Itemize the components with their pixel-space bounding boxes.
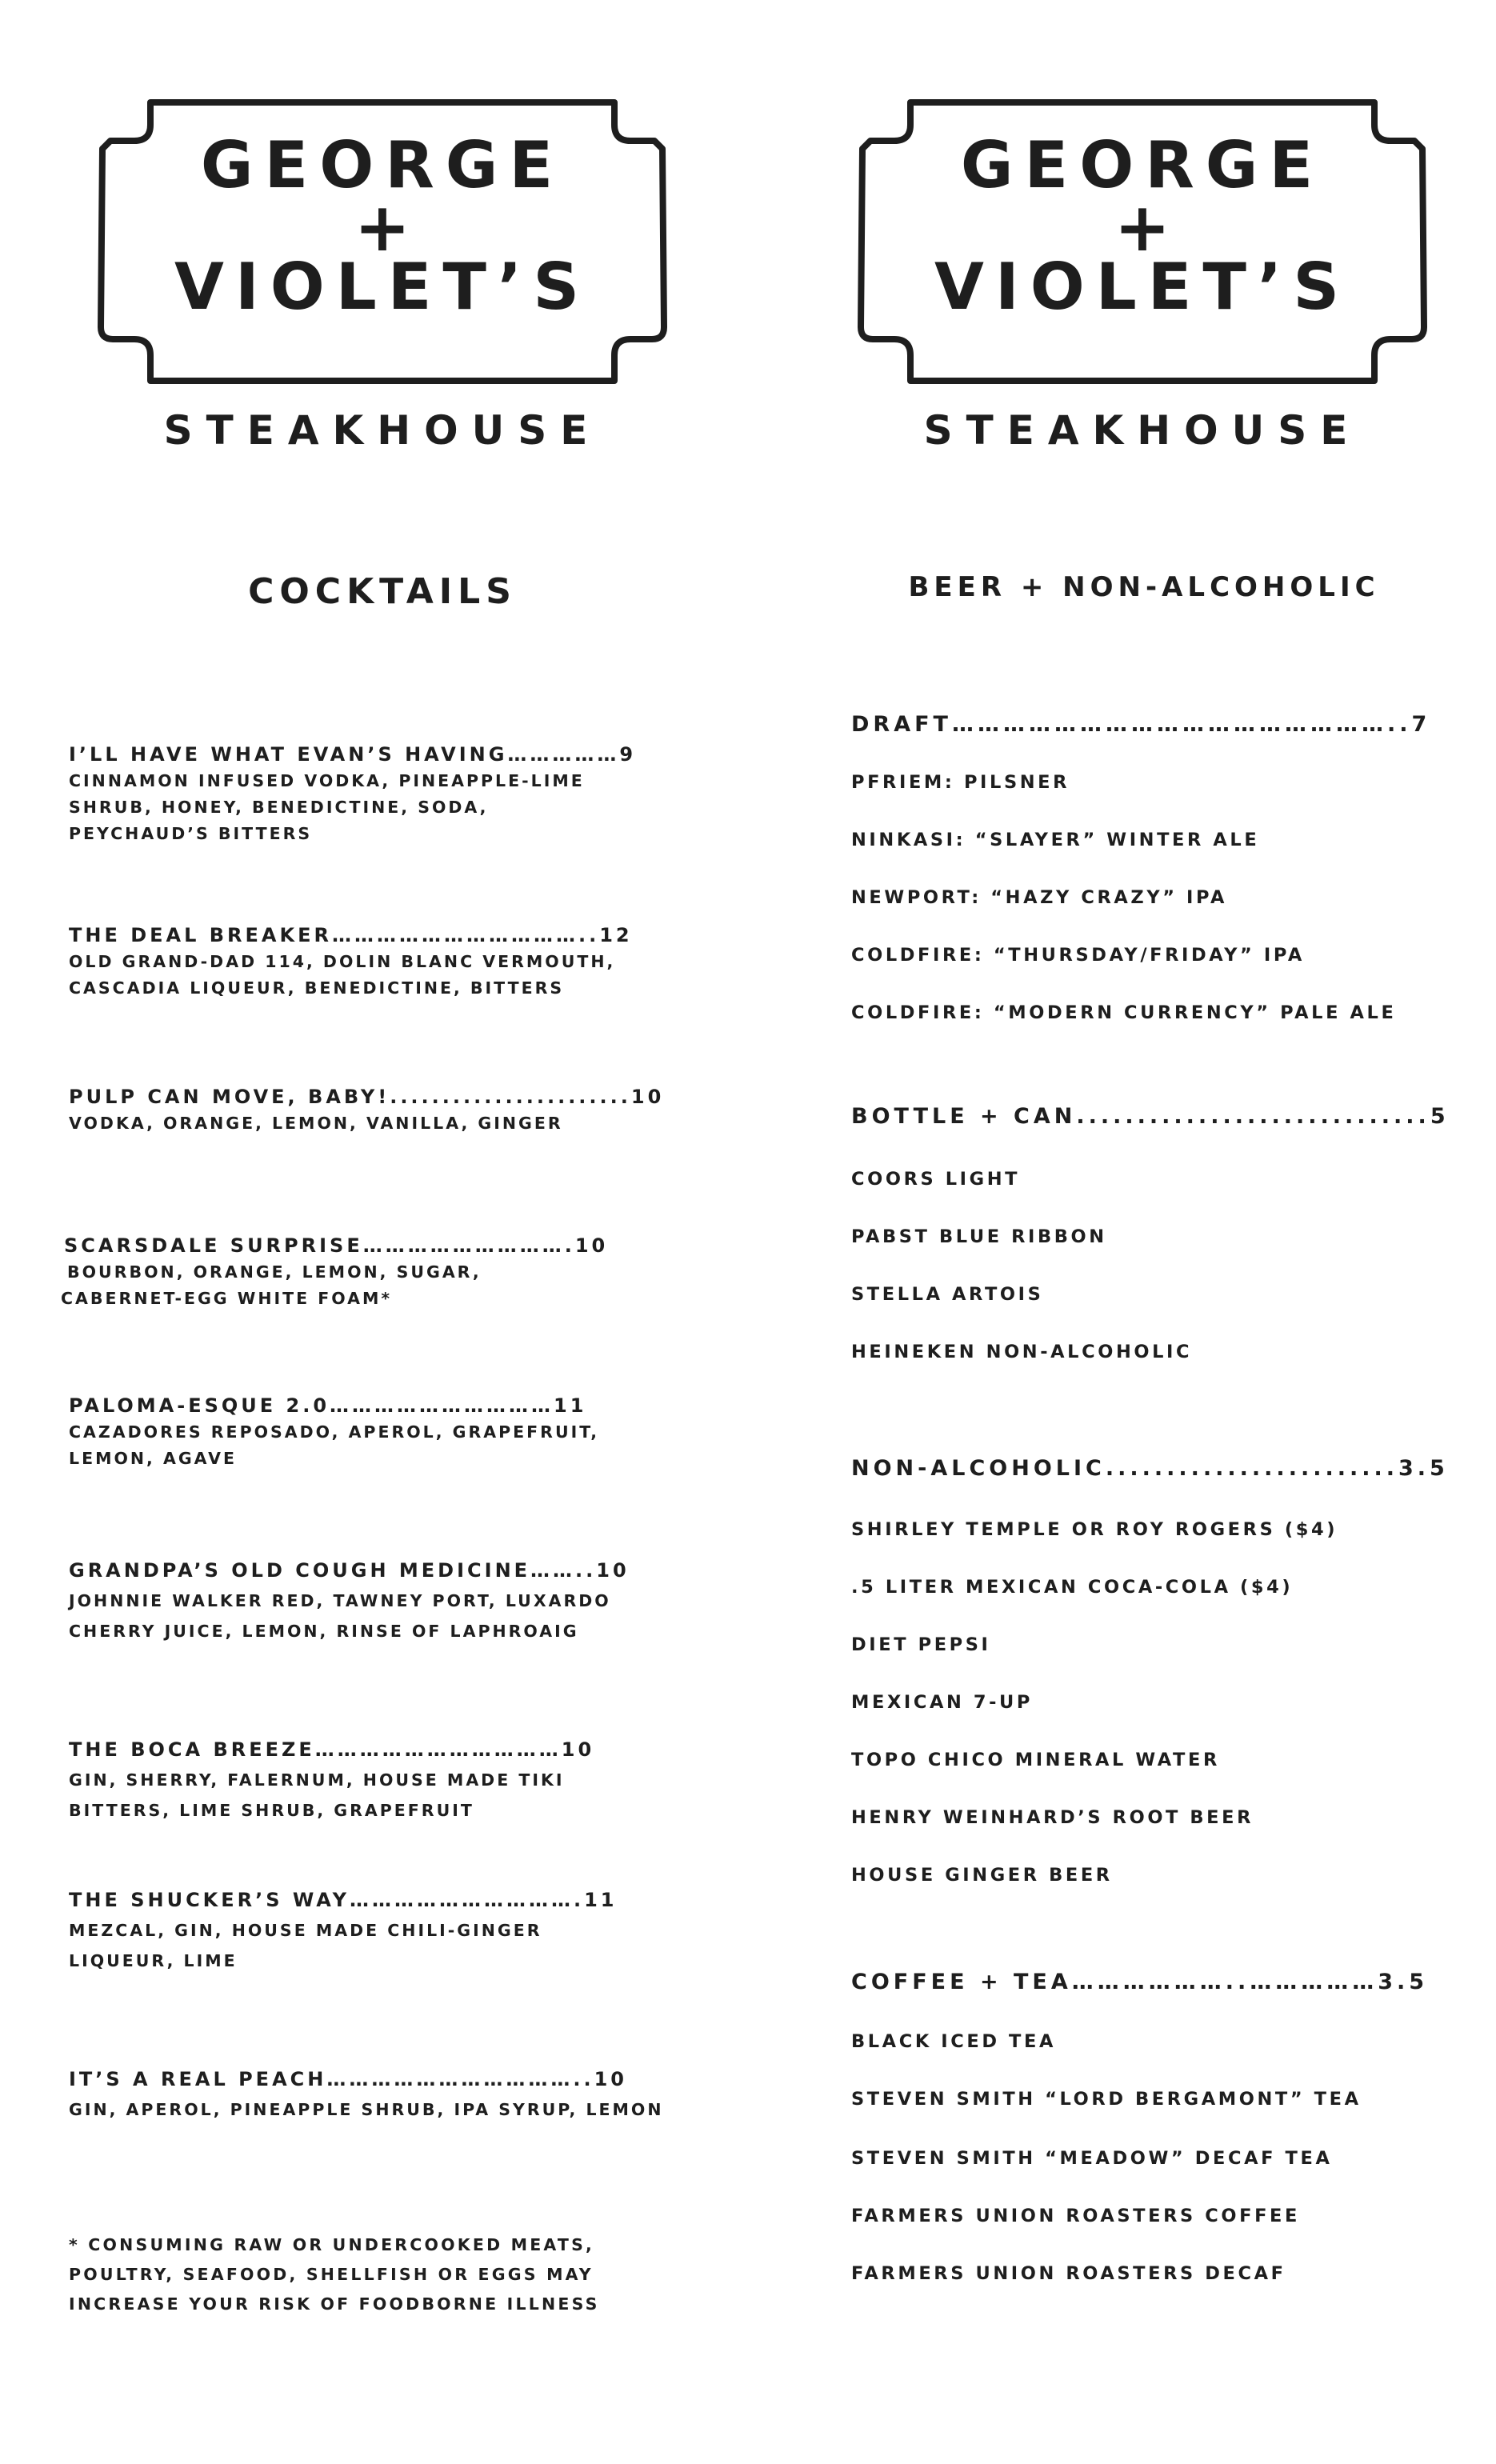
brand-line-3: VIOLET’S [934, 250, 1350, 324]
draft-header: DRAFT……………………………………………..7 [851, 712, 1431, 737]
cocktail-description: VODKA, ORANGE, LEMON, VANILLA, GINGER [69, 1114, 563, 1133]
cocktail-item [69, 1886, 677, 1976]
cocktail-name: SCARSDALE SURPRISE……………………….10 [64, 1234, 609, 1257]
menu-item: STEVEN SMITH “LORD BERGAMONT” TEA [851, 2089, 1362, 2110]
brand-plus: + [1114, 188, 1171, 266]
cocktail-item [69, 922, 677, 1002]
bottle-can-header: BOTTLE + CAN.............................5 [851, 1104, 1450, 1129]
cocktail-description: BOURBON, ORANGE, LEMON, SUGAR, CABERNET-EGG WHITE FOAM* [61, 1262, 482, 1308]
brand-subtitle-left: STEAKHOUSE [163, 407, 602, 454]
brand-plus: + [354, 188, 411, 266]
cocktail-item [69, 1392, 677, 1472]
beer-title: BEER + NON-ALCOHOLIC [908, 571, 1380, 603]
cocktail-description: OLD GRAND-DAD 114, DOLIN BLANC VERMOUTH, CASCADIA LIQUEUR, BENEDICTINE, BITTERS [69, 952, 616, 998]
cocktail-name: PALOMA-ESQUE 2.0…………………………11 [69, 1394, 587, 1417]
cocktail-description: JOHNNIE WALKER RED, TAWNEY PORT, LUXARDO CHERRY JUICE, LEMON, RINSE OF LAPHROAIG [69, 1591, 611, 1641]
menu-item: BLACK ICED TEA [851, 2031, 1056, 2052]
menu-item: STEVEN SMITH “MEADOW” DECAF TEA [851, 2148, 1333, 2169]
menu-item: NEWPORT: “HAZY CRAZY” IPA [851, 887, 1228, 908]
menu-item: SHIRLEY TEMPLE OR ROY ROGERS ($4) [851, 1519, 1338, 1540]
menu-item: COORS LIGHT [851, 1169, 1021, 1190]
cocktail-item [69, 741, 677, 847]
menu-item: COLDFIRE: “THURSDAY/FRIDAY” IPA [851, 945, 1305, 966]
brand-subtitle-right: STEAKHOUSE [923, 407, 1362, 454]
logo-left [94, 99, 670, 324]
cocktail-name: THE SHUCKER’S WAY………………………….11 [69, 1889, 618, 1911]
menu-item: FARMERS UNION ROASTERS DECAF [851, 2263, 1286, 2284]
menu-item: PABST BLUE RIBBON [851, 1226, 1107, 1247]
menu-item: TOPO CHICO MINERAL WATER [851, 1750, 1220, 1770]
menu-item: DIET PEPSI [851, 1634, 991, 1655]
cocktails-title: COCKTAILS [248, 571, 517, 612]
cocktail-item [69, 1557, 677, 1646]
menu-item: COLDFIRE: “MODERN CURRENCY” PALE ALE [851, 1002, 1397, 1023]
menu-item: HENRY WEINHARD’S ROOT BEER [851, 1807, 1254, 1828]
brand-line-1: GEORGE [200, 128, 565, 202]
menu-item: NINKASI: “SLAYER” WINTER ALE [851, 830, 1260, 850]
cocktail-name: I’LL HAVE WHAT EVAN’S HAVING……………9 [69, 743, 637, 766]
menu-item: MEXICAN 7-UP [851, 1692, 1034, 1713]
menu-item: .5 LITER MEXICAN COCA-COLA ($4) [851, 1577, 1294, 1598]
cocktail-description: CINNAMON INFUSED VODKA, PINEAPPLE-LIME SHRUB, HONEY, BENEDICTINE, SODA, PEYCHAUD’S BITTERS [69, 771, 585, 843]
cocktail-description: MEZCAL, GIN, HOUSE MADE CHILI-GINGER LIQUEUR, LIME [69, 1921, 542, 1970]
cocktail-name: PULP CAN MOVE, BABY!.......................10 [69, 1086, 665, 1108]
footnote: * CONSUMING RAW OR UNDERCOOKED MEATS, POULTRY, SEAFOOD, SHELLFISH OR EGGS MAY INCREASE YOUR RISK OF FOODBORNE ILLNESS [69, 2235, 600, 2314]
cocktail-item [69, 2066, 677, 2125]
cocktail-name: THE BOCA BREEZE……………………………10 [69, 1738, 595, 1761]
cocktail-description: GIN, APEROL, PINEAPPLE SHRUB, IPA SYRUP, LEMON [69, 2100, 664, 2119]
cocktail-item [69, 1736, 677, 1826]
cocktail-item [61, 1232, 672, 1312]
cocktail-name: IT’S A REAL PEACH……………………………..10 [69, 2068, 627, 2090]
cocktail-description: GIN, SHERRY, FALERNUM, HOUSE MADE TIKI BITTERS, LIME SHRUB, GRAPEFRUIT [69, 1770, 565, 1820]
cocktail-item [69, 1083, 677, 1137]
menu-item: HOUSE GINGER BEER [851, 1865, 1113, 1886]
menu-item: HEINEKEN NON-ALCOHOLIC [851, 1342, 1193, 1362]
menu-item: PFRIEM: PILSNER [851, 772, 1070, 793]
cocktail-name: THE DEAL BREAKER……………………………..12 [69, 924, 633, 946]
brand-line-3: VIOLET’S [174, 250, 590, 324]
menu-item: STELLA ARTOIS [851, 1284, 1044, 1305]
non-alcoholic-header: NON-ALCOHOLIC........................3.5 [851, 1456, 1449, 1481]
menu-item: FARMERS UNION ROASTERS COFFEE [851, 2206, 1300, 2226]
cocktail-name: GRANDPA’S OLD COUGH MEDICINE……..10 [69, 1559, 630, 1582]
coffee-tea-header: COFFEE + TEA………………..……………3.5 [851, 1970, 1429, 1994]
cocktail-description: CAZADORES REPOSADO, APEROL, GRAPEFRUIT, LEMON, AGAVE [69, 1422, 600, 1468]
brand-line-1: GEORGE [960, 128, 1325, 202]
logo-right [854, 99, 1430, 324]
